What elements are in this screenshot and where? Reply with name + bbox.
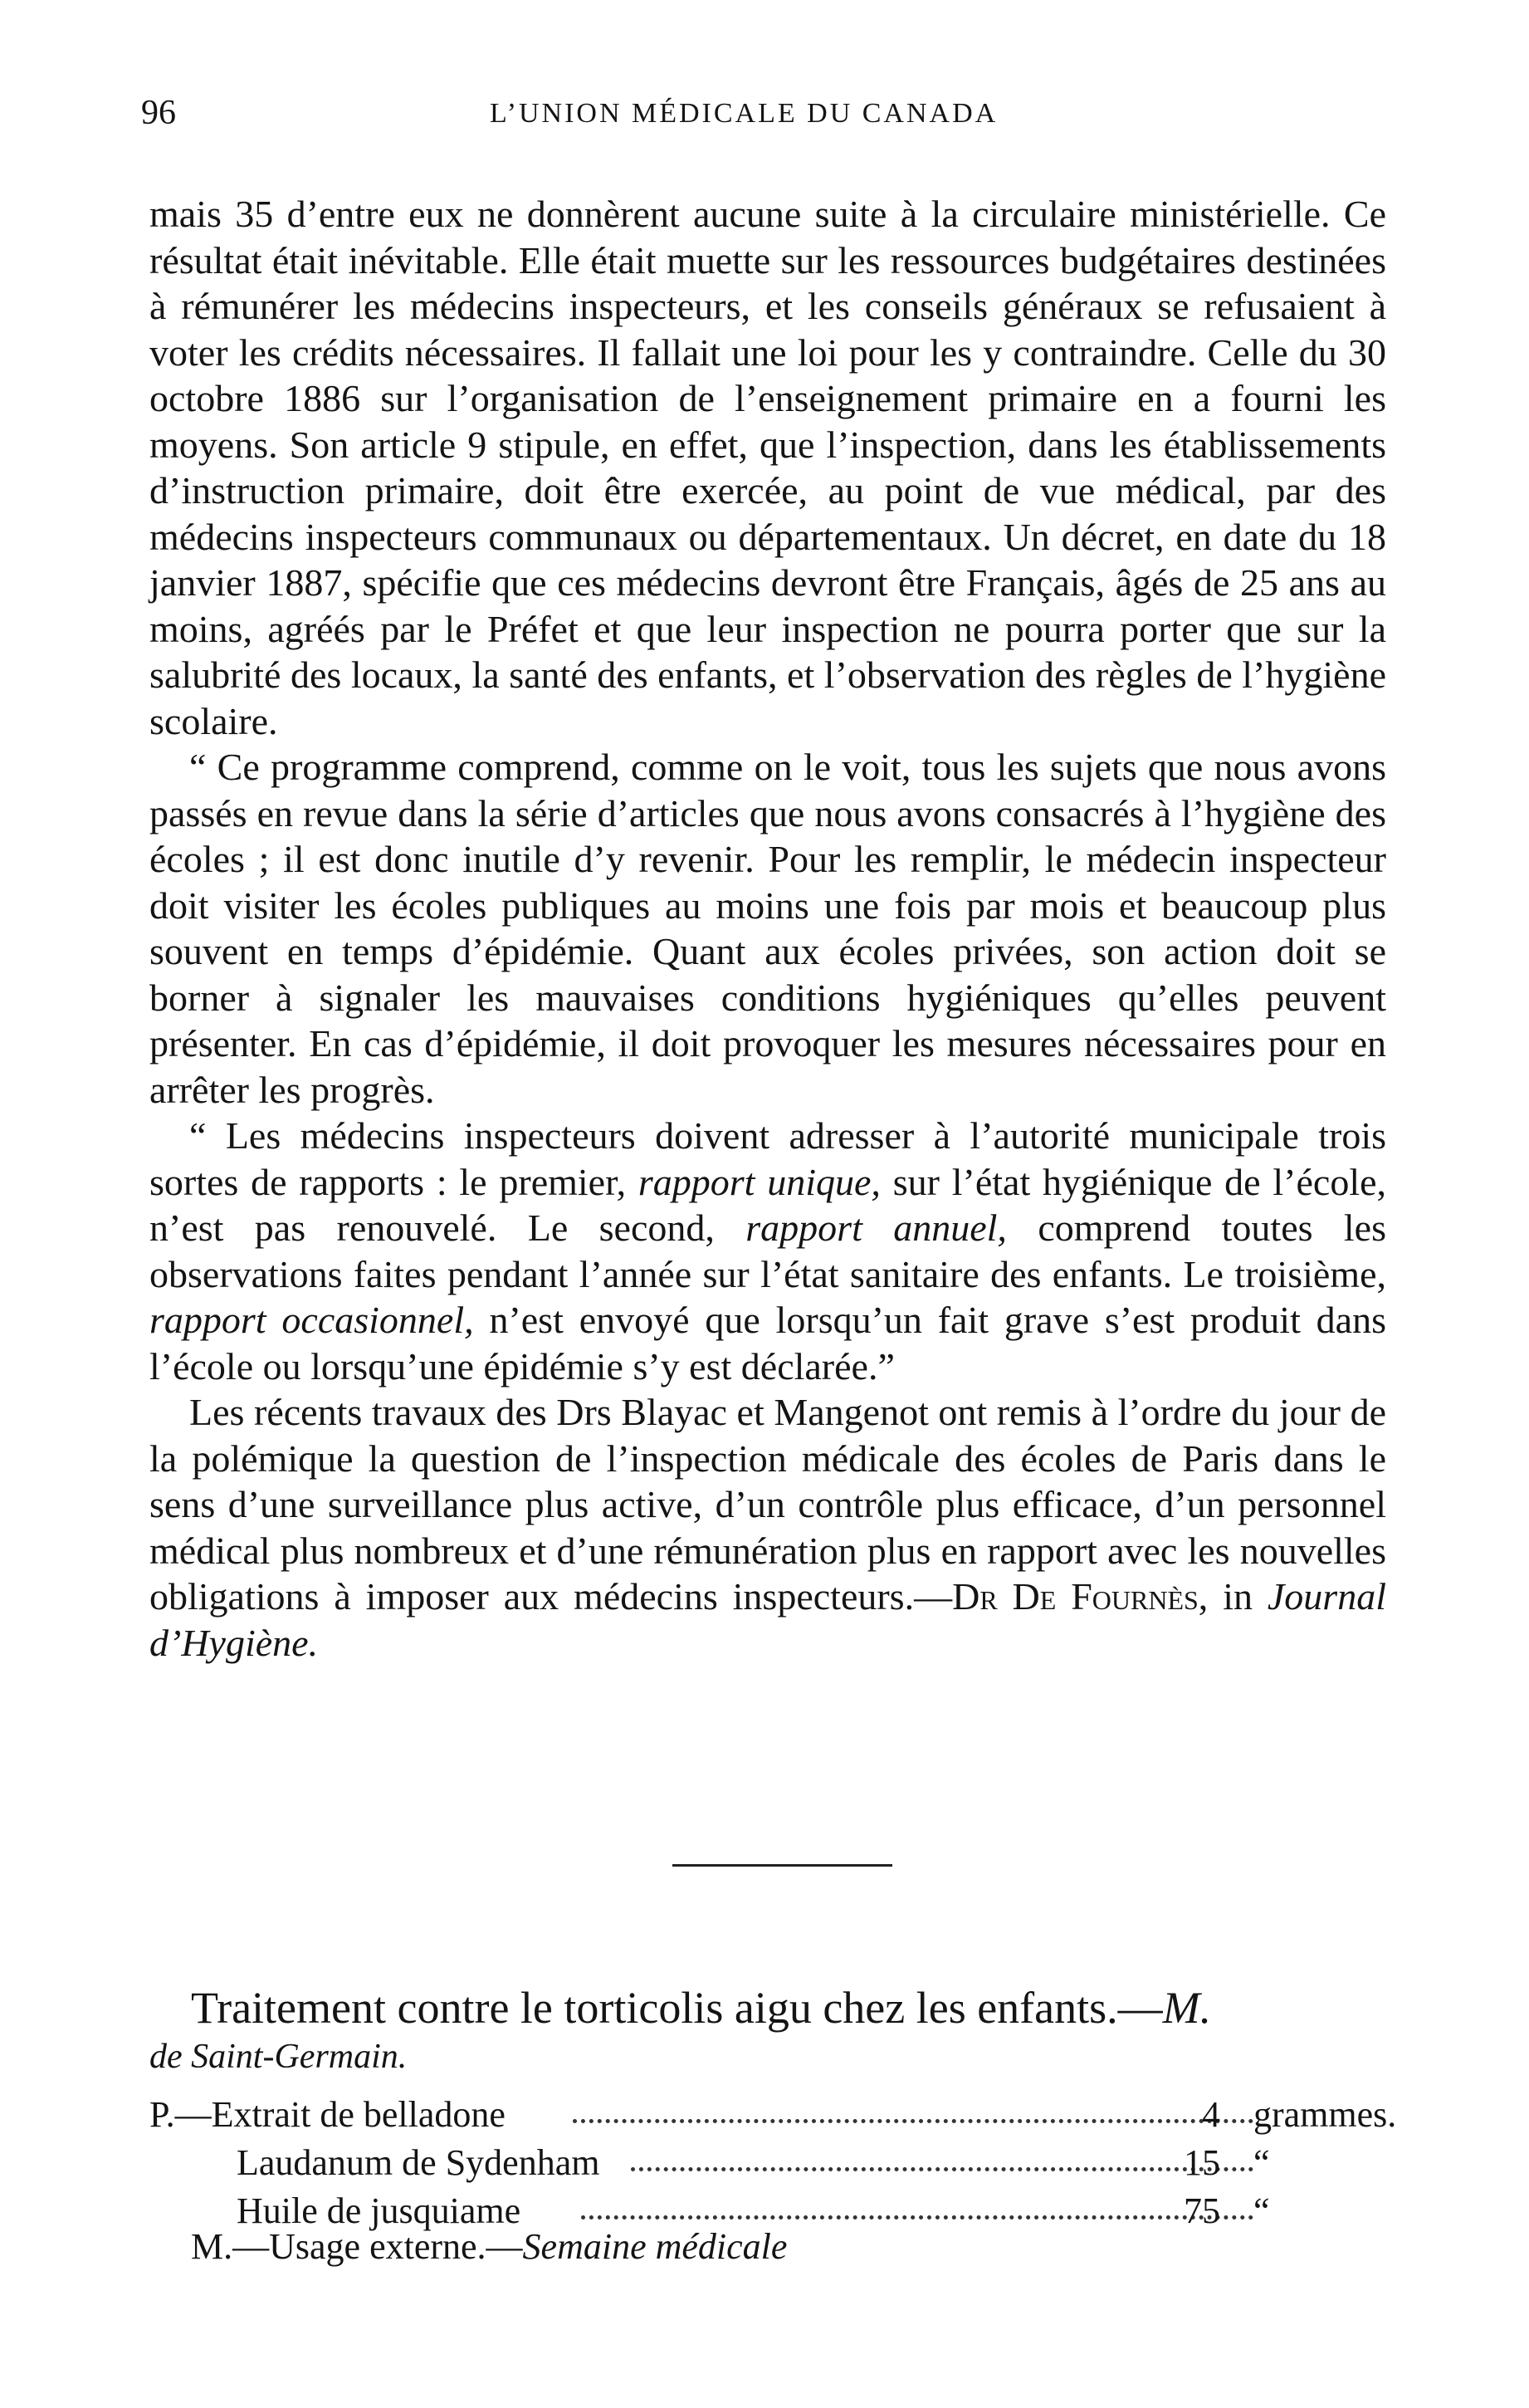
paragraph-1: mais 35 d’entre eux ne donnèrent aucune suite à la circulaire ministérielle. Ce résultat était inévitable. Elle était muette sur les ressources budgétaires destinées à rémunérer les médecins inspecteurs, et les conseils généraux se refusaient à voter les crédits nécessaires. Il fallait une loi pour les y contraindre. Celle du 30 octobre 1886 sur l’organisation de l’enseignement primaire en a fourni les moyens. Son article 9 stipule, en effet, que l’inspection, dans les établissements d’instruction primaire, doit être exercée, au point de vue médical, par des médecins inspecteurs communaux ou départementaux. Un décret, en date du 18 janvier 1887, spécifie que ces médecins devront être Français, âgés de 25 ans au moins, agréés par le Préfet et que leur inspection ne pourra porter que sur la salubrité des locaux, la santé des enfants, et l’observation des règles de l’hygiène scolaire. [149, 193, 1386, 742]
article-source: Journal d’Hygiène. [149, 1575, 1386, 1664]
paragraph-2: “ Ce programme comprend, comme on le voit, tous les sujets que nous avons passés en revue dans la série d’articles que nous avons consacrés à l’hygiène des écoles ; il est donc inutile d’y revenir. Pour les remplir, le médecin inspecteur doit visiter les écoles publiques au moins une fois par mois et beaucoup plus souvent en temps d’épidémie. Quant aux écoles privées, son action doit se borner à signaler les mauvaises conditions hygiéniques qu’elles peuvent présenter. En cas d’épidémie, il doit provoquer les mesures nécessaires pour en arrêter les progrès. [149, 746, 1386, 1111]
paragraph-4 [149, 1389, 1386, 1666]
page-header [141, 93, 1386, 143]
section-divider [672, 1864, 892, 1867]
recipe-ingredient: Huile de jusquiame [237, 2190, 521, 2231]
recipe-list [149, 2091, 1397, 2235]
recipe-quantity: 4 [1202, 2094, 1220, 2135]
paragraph-3-text-c: comprend toutes les observations faites pendant l’année sur l’état sanitaire des enfants. Le troisième, [149, 1206, 1386, 1295]
usage-source: Semaine médicale [522, 2226, 788, 2267]
rapport-annuel-term: rapport annuel, [745, 1206, 1007, 1249]
article-author: Dr De Fournès, [952, 1575, 1209, 1618]
section-attribution: de Saint-Germain. [149, 2038, 408, 2076]
section-title-author: M. [1162, 1983, 1212, 2033]
paragraph-4-text: Les récents travaux des Drs Blayac et Mangenot ont remis à l’ordre du jour de la polémique la question de l’inspection médicale des écoles de Paris dans le sens d’une surveillance plus active, d’un contrôle plus efficace, d’un personnel médical plus nombreux et d’une rémunération plus en rapport avec les nouvelles obligations à imposer aux médecins inspecteurs.— [149, 1391, 1386, 1618]
rapport-unique-term: rapport unique, [637, 1160, 881, 1203]
recipe-row [149, 2091, 1397, 2139]
recipe-unit: “ [1253, 2142, 1270, 2183]
paragraph-3-text-d: n’est envoyé que lorsqu’un fait grave s’est produit dans l’école ou lorsqu’une épidémie s’y est déclarée.” [149, 1299, 1387, 1388]
paragraph-3 [149, 1113, 1386, 1389]
recipe-row [149, 2139, 1378, 2187]
recipe-quantity: 15 [1184, 2142, 1220, 2183]
usage-text: M.—Usage externe.— [191, 2226, 523, 2267]
recipe-ingredient: P.—Extrait de belladone [149, 2094, 506, 2135]
paragraph-3-text-b: sur l’état hygiénique de l’école, n’est pas renouvelé. Le second, [149, 1160, 1387, 1249]
usage-line [191, 2225, 787, 2268]
running-title: L’UNION MÉDICALE DU CANADA [490, 98, 999, 129]
page-number: 96 [141, 94, 176, 132]
article-in: in [1208, 1575, 1268, 1618]
section-title [191, 1983, 1436, 2033]
recipe-quantity: 75 [1184, 2190, 1220, 2231]
recipe-unit: “ [1253, 2190, 1270, 2231]
rapport-occasionnel-term: rapport occasionnel, [149, 1299, 474, 1341]
paragraph-3-text-a: “ Les médecins inspecteurs doivent adresser à l’autorité municipale trois sortes de rapports : le premier, [149, 1114, 1386, 1203]
section-title-main: Traitement contre le torticolis aigu chez les enfants.— [191, 1983, 1163, 2033]
recipe-ingredient: Laudanum de Sydenham [237, 2142, 600, 2183]
article-body [149, 191, 1386, 1666]
recipe-unit: grammes. [1253, 2094, 1397, 2135]
